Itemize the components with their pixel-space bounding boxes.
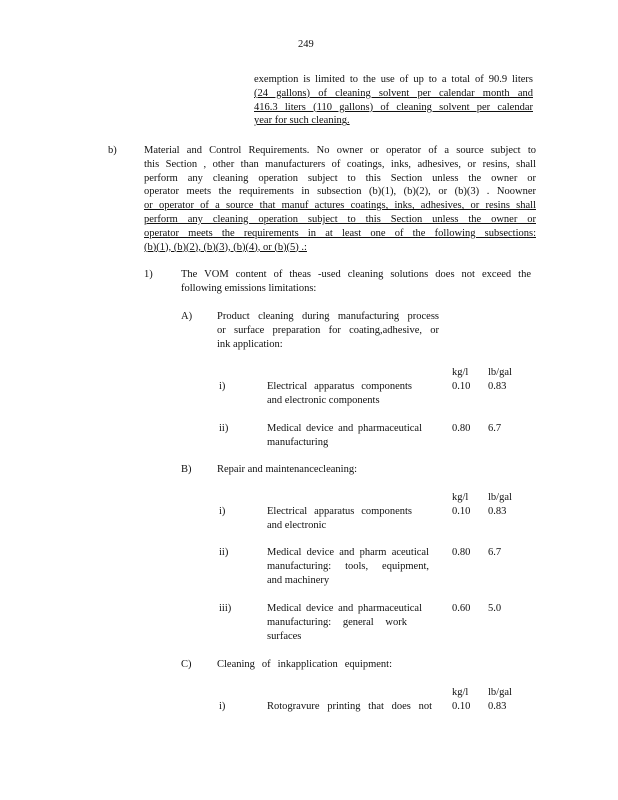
item-description (267, 602, 422, 643)
group-heading-line: Repair and maintenancecleaning: (217, 464, 357, 475)
group-c-heading (217, 658, 392, 672)
lb-value: 0.83 (488, 381, 507, 392)
item-line: and electronic components (267, 394, 380, 406)
section-b-line: or operator of a source that manuf actures coatings, inks, adhesives, or resins shall (144, 200, 536, 212)
group-heading-line: ink application: (217, 338, 283, 350)
exemption-line: exemption is limited to the use of up to a total of 90.9 liters (254, 74, 533, 85)
section-b-line: perform any cleaning operation subject to this Section unless the owner or (144, 213, 536, 225)
section-b-line: this Section , other than manufacturers of coatings, inks, adhesives, or resins, shall (144, 158, 536, 170)
unit-lb-header: lb/gal (488, 492, 512, 503)
lb-value: 6.7 (488, 423, 502, 434)
section-b-paragraph (144, 144, 536, 254)
item-line: Medical device and pharmaceutical (267, 423, 422, 434)
item-1-label: 1) (144, 269, 153, 280)
item-line: surfaces (267, 630, 302, 642)
kg-value: 0.80 (452, 423, 471, 434)
group-heading-line: Product cleaning during manufacturing process (217, 311, 439, 322)
section-b-line: operator meets the requirements in at least one of the following subsections: (144, 227, 536, 239)
item-description (267, 380, 412, 408)
group-c-label: C) (181, 659, 192, 670)
section-b-line: Material and Control Requirements. No owner or operator of a source subject to (144, 145, 536, 156)
item-line: and electronic (267, 519, 327, 531)
item-label: iii) (219, 603, 232, 614)
item-label: ii) (219, 547, 229, 558)
kg-value: 0.10 (452, 701, 471, 712)
section-b-line: (b)(1), (b)(2), (b)(3), (b)(4), or (b)(5) .: (144, 241, 307, 253)
item-line: Electrical apparatus components (267, 381, 412, 392)
kg-value: 0.10 (452, 506, 471, 517)
exemption-line: year for such cleaning. (254, 115, 350, 127)
unit-lb-header: lb/gal (488, 367, 512, 378)
item-description (267, 422, 422, 450)
unit-kg-header: kg/l (452, 687, 469, 698)
group-b-label: B) (181, 464, 192, 475)
unit-kg-header: kg/l (452, 367, 469, 378)
item-description (267, 546, 429, 587)
item-1-line: following emissions limitations: (181, 282, 317, 294)
exemption-line: (24 gallons) of cleaning solvent per calendar month and (254, 87, 533, 99)
section-b-label: b) (108, 145, 117, 156)
item-description (267, 700, 432, 714)
item-line: Medical device and pharm aceutical (267, 547, 429, 558)
item-1-text (181, 268, 531, 296)
exemption-paragraph (254, 73, 533, 128)
section-b-line: operator meets the requirements in subsection (b)(1), (b)(2), or (b)(3) . Noowner (144, 186, 536, 198)
item-line: and machinery (267, 574, 330, 586)
lb-value: 6.7 (488, 547, 502, 558)
section-b-line: perform any cleaning operation subject to this Section unless the owner or (144, 172, 536, 184)
page-number: 249 (298, 39, 314, 50)
item-label: ii) (219, 423, 229, 434)
kg-value: 0.10 (452, 381, 471, 392)
lb-value: 0.83 (488, 506, 507, 517)
item-line: Rotogravure printing that does not (267, 701, 432, 712)
group-a-label: A) (181, 311, 193, 322)
group-heading-line: or surface preparation for coating,adhesive, or (217, 324, 439, 336)
item-label: i) (219, 701, 226, 712)
item-1-line: The VOM content of theas -used cleaning solutions does not exceed the (181, 269, 531, 280)
group-a-heading (217, 310, 439, 351)
item-label: i) (219, 381, 226, 392)
exemption-line: 416.3 liters (110 gallons) of cleaning solvent per calendar (254, 101, 533, 113)
item-line: manufacturing: general work (267, 616, 407, 628)
lb-value: 0.83 (488, 701, 507, 712)
group-b-heading (217, 463, 357, 477)
item-line: manufacturing (267, 436, 329, 448)
item-line: Medical device and pharmaceutical (267, 603, 422, 614)
item-line: Electrical apparatus components (267, 506, 412, 517)
item-description (267, 505, 412, 533)
unit-lb-header: lb/gal (488, 687, 512, 698)
lb-value: 5.0 (488, 603, 502, 614)
group-heading-line: Cleaning of inkapplication equipment: (217, 659, 392, 670)
item-label: i) (219, 506, 226, 517)
kg-value: 0.80 (452, 547, 471, 558)
kg-value: 0.60 (452, 603, 471, 614)
unit-kg-header: kg/l (452, 492, 469, 503)
item-line: manufacturing: tools, equipment, (267, 560, 429, 572)
